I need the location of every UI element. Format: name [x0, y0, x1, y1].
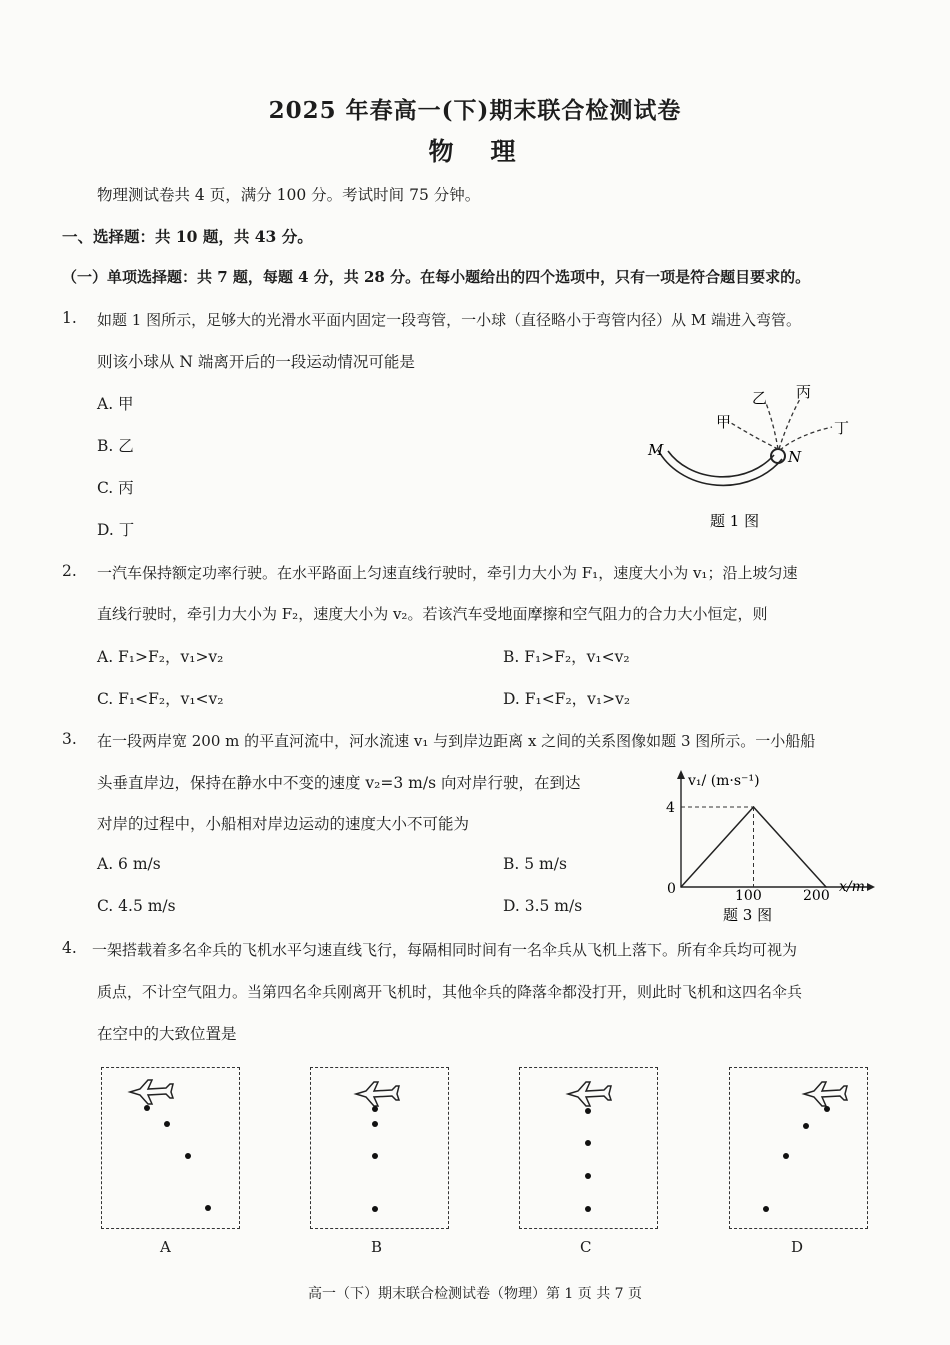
q3-number: 3. [62, 730, 77, 748]
figure-1-label-yi: 乙 [752, 389, 768, 407]
q2-stem-line1: 一汽车保持额定功率行驶。在水平路面上匀速直线行驶时，牵引力大小为 F₁，速度大小为 v₁；沿上坡匀速 [97, 564, 798, 582]
q4-label-b: B [371, 1238, 383, 1256]
airplane-icon [130, 1080, 173, 1104]
q4-label-a: A [160, 1238, 171, 1256]
q1-option-b: B. 乙 [97, 437, 134, 455]
section-subheading: （一）单项选择题：共 7 题，每题 4 分，共 28 分。在每小题给出的四个选项中，只有一项是符合题目要求的。 [62, 268, 811, 286]
q2-number: 2. [62, 562, 77, 580]
q3-stem-line1: 在一段两岸宽 200 m 的平直河流中，河水流速 v₁ 与到岸边距离 x 之间的关系图像如题 3 图所示。一小船船 [97, 732, 816, 750]
figure-1-label-n: N [788, 448, 802, 466]
x-axis-label: x/m [839, 879, 865, 895]
page-footer: 高一（下）期末联合检测试卷（物理）第 1 页 共 7 页 [307, 1286, 643, 1302]
q2-option-c: C. F₁<F₂，v₁<v₂ [97, 690, 224, 708]
q3-option-b: B. 5 m/s [503, 855, 567, 873]
origin-label: 0 [667, 881, 676, 897]
q3-option-d: D. 3.5 m/s [503, 897, 583, 915]
figure-1-caption: 题 1 图 [710, 512, 760, 530]
section-heading: 一、选择题：共 10 题，共 43 分。 [62, 227, 313, 246]
q2-option-a: A. F₁>F₂，v₁>v₂ [97, 648, 224, 666]
q4-label-c: C [580, 1238, 592, 1256]
airplane-icon [356, 1082, 399, 1106]
data-point [825, 886, 827, 888]
figure-1-label-ding: 丁 [834, 419, 850, 437]
q4-diagram-c [519, 1067, 658, 1229]
airplane-icon [804, 1082, 847, 1106]
data-point [680, 886, 682, 888]
figure-3-caption: 题 3 图 [723, 906, 773, 924]
y-tick-4: 4 [666, 800, 675, 816]
q3-stem-line2: 头垂直岸边，保持在静水中不变的速度 v₂=3 m/s 向对岸行驶，在到达 [97, 774, 581, 792]
y-axis-label: v₁/ (m·s⁻¹) [688, 773, 760, 789]
q4-stem-line3: 在空中的大致位置是 [97, 1025, 237, 1043]
q2-option-b: B. F₁>F₂，v₁<v₂ [503, 648, 630, 666]
q2-stem-line2: 直线行驶时，牵引力大小为 F₂，速度大小为 v₂。若该汽车受地面摩擦和空气阻力的合力大小恒定，则 [97, 605, 768, 623]
q3-option-a: A. 6 m/s [97, 855, 161, 873]
q3-stem-line3: 对岸的过程中，小船相对岸边运动的速度大小不可能为 [97, 815, 470, 833]
q4-diagram-d [729, 1067, 868, 1229]
figure-1-label-bing: 丙 [796, 383, 812, 401]
x-axis-arrow [867, 883, 875, 891]
q4-number: 4. [62, 939, 77, 957]
figure-1-label-jia: 甲 [716, 413, 732, 431]
q4-diagram-b [310, 1067, 449, 1229]
subject-title: 物 理 [428, 137, 522, 166]
q4-stem-line2: 质点，不计空气阻力。当第四名伞兵刚离开飞机时，其他伞兵的降落伞都没打开，则此时飞机和这四名伞兵 [97, 983, 803, 1001]
q1-stem-line2: 则该小球从 N 端离开后的一段运动情况可能是 [97, 353, 415, 371]
x-tick-100: 100 [735, 888, 762, 904]
q2-option-d: D. F₁<F₂，v₁>v₂ [503, 690, 631, 708]
q1-stem-line1: 如题 1 图所示，足够大的光滑水平面内固定一段弯管，一小球（直径略小于弯管内径）从 M 端进入弯管。 [97, 311, 801, 329]
q1-option-c: C. 丙 [97, 479, 134, 497]
exam-title: 2025 年春高一(下)期末联合检测试卷 [268, 97, 682, 124]
airplane-icon [568, 1082, 611, 1106]
q1-number: 1. [62, 309, 77, 327]
data-point [753, 806, 755, 808]
figure-1-curved-tube [640, 375, 870, 535]
q4-diagram-a [101, 1067, 240, 1229]
exam-intro: 物理测试卷共 4 页，满分 100 分。考试时间 75 分钟。 [97, 186, 481, 204]
q1-option-a: A. 甲 [97, 395, 134, 413]
series-line-v1 [681, 807, 826, 887]
q1-option-d: D. 丁 [97, 521, 135, 539]
q4-stem-line1: 一架搭载着多名伞兵的飞机水平匀速直线飞行，每隔相同时间有一名伞兵从飞机上落下。所有伞兵均可视为 [92, 941, 798, 959]
q3-option-c: C. 4.5 m/s [97, 897, 176, 915]
q4-label-d: D [791, 1238, 804, 1256]
x-tick-200: 200 [803, 888, 830, 904]
figure-1-label-m: M [648, 441, 664, 459]
y-axis-arrow [677, 770, 685, 779]
figure-3-chart [655, 765, 880, 925]
